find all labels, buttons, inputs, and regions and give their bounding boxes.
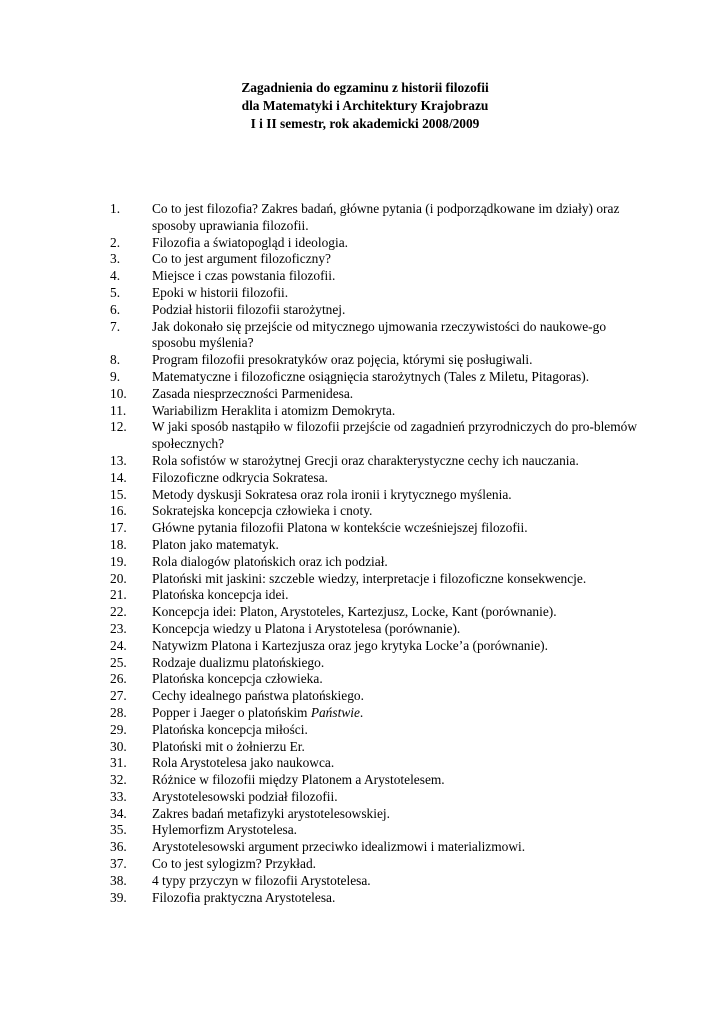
item-number: 24. <box>110 637 127 653</box>
list-item <box>0 789 724 806</box>
list-item <box>0 386 724 403</box>
item-text <box>152 638 642 655</box>
item-text <box>152 201 642 235</box>
item-text-main: Różnice w filozofii między Platonem a Arystotelesem. <box>152 772 445 788</box>
list-item <box>0 587 724 604</box>
item-text-main: Arystotelesowski podział filozofii. <box>152 788 338 804</box>
item-number: 5. <box>110 284 121 300</box>
list-item <box>0 319 724 353</box>
item-number: 34. <box>110 805 127 821</box>
item-number: 27. <box>110 688 127 704</box>
item-number: 29. <box>110 721 127 737</box>
item-text <box>152 571 642 588</box>
item-number: 20. <box>110 570 127 586</box>
item-number: 12. <box>110 419 127 435</box>
item-text <box>152 856 642 873</box>
item-text <box>152 604 642 621</box>
question-list <box>0 201 724 906</box>
item-text <box>152 537 642 554</box>
item-number: 10. <box>110 385 127 401</box>
list-item <box>0 688 724 705</box>
item-text-after: . <box>359 704 364 720</box>
item-text <box>152 890 642 907</box>
item-number: 33. <box>110 788 127 804</box>
item-text <box>152 873 642 890</box>
item-text-main: Platońska koncepcja idei. <box>152 587 289 603</box>
item-text <box>152 772 642 789</box>
item-text-main: Co to jest argument filozoficzny? <box>152 251 331 267</box>
list-item <box>0 822 724 839</box>
item-number: 3. <box>110 251 121 267</box>
list-item <box>0 739 724 756</box>
list-item <box>0 251 724 268</box>
item-text-main: Rodzaje dualizmu platońskiego. <box>152 654 325 670</box>
item-number: 28. <box>110 704 127 720</box>
item-text <box>152 755 642 772</box>
item-number: 37. <box>110 856 127 872</box>
item-number: 35. <box>110 822 127 838</box>
list-item <box>0 890 724 907</box>
item-number: 25. <box>110 654 127 670</box>
list-item <box>0 419 724 453</box>
item-text-main: 4 typy przyczyn w filozofii Arystotelesa. <box>152 872 371 888</box>
list-item <box>0 671 724 688</box>
list-item <box>0 554 724 571</box>
item-text <box>152 487 642 504</box>
list-item <box>0 369 724 386</box>
item-number: 17. <box>110 520 127 536</box>
list-item <box>0 621 724 638</box>
item-text <box>152 789 642 806</box>
item-text <box>152 302 642 319</box>
item-text-main: Platońska koncepcja człowieka. <box>152 671 323 687</box>
item-text-main: Epoki w historii filozofii. <box>152 284 289 300</box>
item-text-main: Metody dyskusji Sokratesa oraz rola ironii i krytycznego myślenia. <box>152 486 512 502</box>
item-text <box>152 705 642 722</box>
list-item <box>0 571 724 588</box>
list-item <box>0 638 724 655</box>
item-text <box>152 470 642 487</box>
item-text-main: Cechy idealnego państwa platońskiego. <box>152 688 364 704</box>
item-text <box>152 806 642 823</box>
list-item <box>0 201 724 235</box>
item-text <box>152 251 642 268</box>
item-number: 7. <box>110 318 121 334</box>
list-item <box>0 302 724 319</box>
list-item <box>0 856 724 873</box>
list-item <box>0 520 724 537</box>
title-line-2: dla Matematyki i Architektury Krajobrazu <box>241 98 489 113</box>
item-text-main: Rola sofistów w starożytnej Grecji oraz charakterystyczne cechy ich nauczania. <box>152 452 579 468</box>
item-number: 14. <box>110 469 127 485</box>
title-line-1: Zagadnienia do egzaminu z historii filozofii <box>241 80 489 95</box>
item-number: 16. <box>110 503 127 519</box>
item-text-main: W jaki sposób nastąpiło w filozofii przejście od zagadnień przyrodniczych do pro-blemów społecznych? <box>152 419 638 452</box>
item-number: 11. <box>110 402 127 418</box>
document-title <box>0 79 724 133</box>
list-item <box>0 537 724 554</box>
item-number: 21. <box>110 587 127 603</box>
item-text <box>152 739 642 756</box>
item-text-main: Jak dokonało się przejście od mitycznego ujmowania rzeczywistości do naukowe-go sposobu myślenia? <box>152 318 607 351</box>
list-item <box>0 487 724 504</box>
list-item <box>0 268 724 285</box>
item-text-main: Platon jako matematyk. <box>152 536 279 552</box>
item-text-main: Platoński mit jaskini: szczeble wiedzy, interpretacje i filozoficzne konsekwencje. <box>152 570 587 586</box>
item-number: 38. <box>110 872 127 888</box>
item-text <box>152 655 642 672</box>
list-item <box>0 839 724 856</box>
item-text-main: Co to jest filozofia? Zakres badań, główne pytania (i podporządkowane im działy) oraz sposoby uprawiania filozofii. <box>152 201 620 233</box>
item-text <box>152 369 642 386</box>
list-item <box>0 503 724 520</box>
item-text-main: Główne pytania filozofii Platona w kontekście wcześniejszej filozofii. <box>152 520 528 536</box>
item-number: 36. <box>110 839 127 855</box>
item-number: 31. <box>110 755 127 771</box>
item-text-main: Arystotelesowski argument przeciwko idealizmowi i materializmowi. <box>152 839 526 855</box>
item-number: 6. <box>110 301 121 317</box>
item-text-main: Koncepcja wiedzy u Platona i Arystotelesa (porównanie). <box>152 620 461 636</box>
item-text <box>152 352 642 369</box>
item-text <box>152 503 642 520</box>
item-text-main: Rola dialogów platońskich oraz ich podział. <box>152 553 388 569</box>
item-text <box>152 319 642 353</box>
list-item <box>0 352 724 369</box>
item-number: 13. <box>110 452 127 468</box>
item-text <box>152 587 642 604</box>
item-number: 39. <box>110 889 127 905</box>
list-item <box>0 755 724 772</box>
item-text <box>152 688 642 705</box>
item-number: 2. <box>110 234 121 250</box>
title-line-3: I i II semestr, rok akademicki 2008/2009 <box>250 116 480 131</box>
item-text-main: Podział historii filozofii starożytnej. <box>152 301 346 317</box>
item-text-main: Wariabilizm Heraklita i atomizm Demokryta. <box>152 402 396 418</box>
item-number: 18. <box>110 536 127 552</box>
item-text <box>152 822 642 839</box>
item-number: 8. <box>110 352 121 368</box>
item-text-main: Hylemorfizm Arystotelesa. <box>152 822 298 838</box>
item-number: 32. <box>110 772 127 788</box>
item-text <box>152 235 642 252</box>
item-number: 26. <box>110 671 127 687</box>
item-text-main: Filozofia a światopogląd i ideologia. <box>152 234 348 250</box>
list-item <box>0 604 724 621</box>
item-text-main: Rola Arystotelesa jako naukowca. <box>152 755 335 771</box>
item-text <box>152 621 642 638</box>
list-item <box>0 285 724 302</box>
item-number: 15. <box>110 486 127 502</box>
item-number: 19. <box>110 553 127 569</box>
item-text-main: Platońska koncepcja miłości. <box>152 721 308 737</box>
item-text-main: Zasada niesprzeczności Parmenidesa. <box>152 385 354 401</box>
item-text-main: Popper i Jaeger o platońskim <box>152 704 311 720</box>
item-text-main: Filozoficzne odkrycia Sokratesa. <box>152 469 328 485</box>
item-text-main: Co to jest sylogizm? Przykład. <box>152 856 317 872</box>
item-text-main: Natywizm Platona i Kartezjusza oraz jego krytyka Locke’a (porównanie). <box>152 637 548 653</box>
item-text-main: Koncepcja idei: Platon, Arystoteles, Kartezjusz, Locke, Kant (porównanie). <box>152 604 557 620</box>
item-text <box>152 671 642 688</box>
item-text-main: Zakres badań metafizyki arystotelesowskiej. <box>152 805 390 821</box>
list-item <box>0 722 724 739</box>
list-item <box>0 705 724 722</box>
list-item <box>0 772 724 789</box>
item-text-main: Filozofia praktyczna Arystotelesa. <box>152 889 336 905</box>
item-text <box>152 520 642 537</box>
item-number: 22. <box>110 604 127 620</box>
item-text-main: Matematyczne i filozoficzne osiągnięcia starożytnych (Tales z Miletu, Pitagoras). <box>152 368 590 384</box>
list-item <box>0 235 724 252</box>
list-item <box>0 403 724 420</box>
item-number: 1. <box>110 201 121 216</box>
item-text-main: Platoński mit o żołnierzu Er. <box>152 738 305 754</box>
list-item <box>0 873 724 890</box>
item-number: 4. <box>110 268 121 284</box>
item-text <box>152 403 642 420</box>
list-item <box>0 655 724 672</box>
list-item <box>0 806 724 823</box>
item-text-main: Program filozofii presokratyków oraz pojęcia, którymi się posługiwali. <box>152 352 533 368</box>
item-text-main: Sokratejska koncepcja człowieka i cnoty. <box>152 503 373 519</box>
item-text <box>152 453 642 470</box>
item-text <box>152 554 642 571</box>
item-text <box>152 839 642 856</box>
item-text <box>152 268 642 285</box>
item-text-main: Miejsce i czas powstania filozofii. <box>152 268 336 284</box>
item-text <box>152 419 642 453</box>
list-item <box>0 453 724 470</box>
item-text-italic: Państwie <box>310 704 360 720</box>
item-number: 23. <box>110 620 127 636</box>
item-number: 30. <box>110 738 127 754</box>
item-number: 9. <box>110 368 121 384</box>
item-text <box>152 285 642 302</box>
item-text <box>152 386 642 403</box>
item-text <box>152 722 642 739</box>
list-item <box>0 470 724 487</box>
